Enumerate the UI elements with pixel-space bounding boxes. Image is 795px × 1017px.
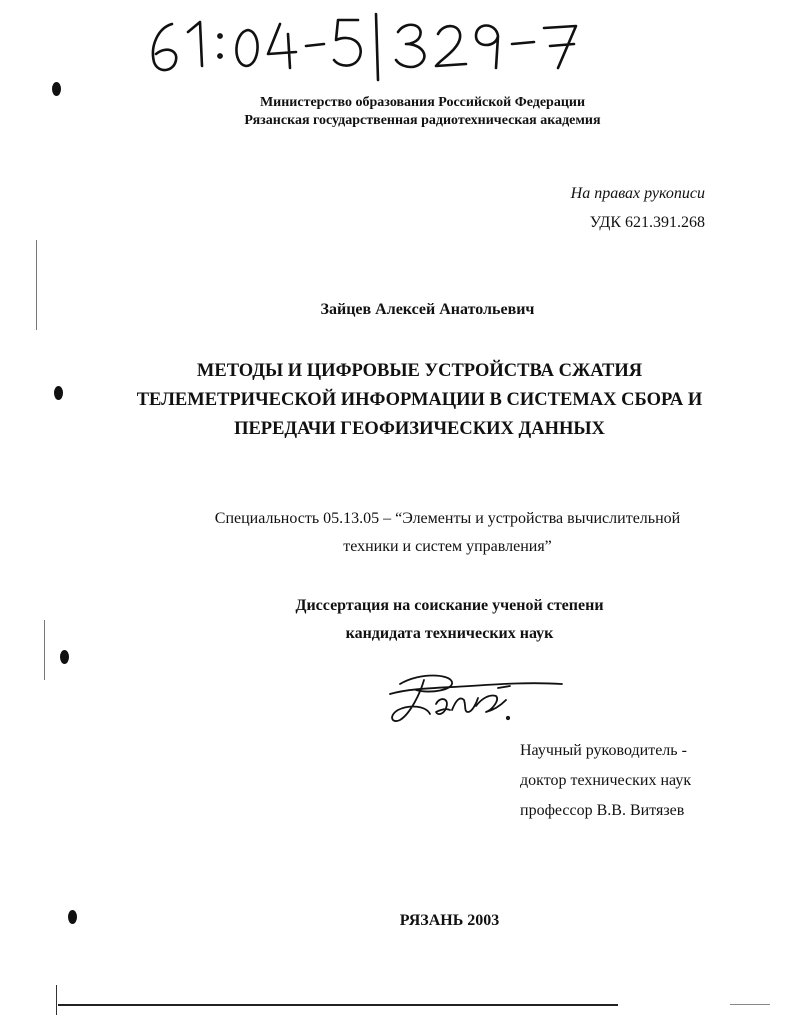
ministry-header bbox=[25, 94, 795, 130]
handwritten-signature bbox=[380, 664, 570, 728]
title-line: МЕТОДЫ И ЦИФРОВЫЕ УСТРОЙСТВА СЖАТИЯ bbox=[196, 361, 643, 381]
city-year: РЯЗАНЬ 2003 bbox=[399, 912, 500, 929]
manuscript-rights: На правах рукописи bbox=[570, 185, 705, 202]
scan-bottom-edge bbox=[730, 1004, 770, 1005]
supervisor-degree: доктор технических наук bbox=[520, 772, 692, 789]
supervisor-name: профессор В.В. Витязев bbox=[520, 802, 685, 819]
title-line: ТЕЛЕМЕТРИЧЕСКОЙ ИНФОРМАЦИИ В СИСТЕМАХ СБОРА И bbox=[136, 390, 703, 410]
degree-line: кандидата технических наук bbox=[345, 625, 554, 642]
degree-line: Диссертация на соискание ученой степени bbox=[295, 597, 604, 614]
author-name: Зайцев Алексей Анатольевич bbox=[320, 301, 535, 318]
degree-statement bbox=[52, 592, 795, 648]
scan-edge-line bbox=[56, 985, 57, 1015]
scan-bottom-edge bbox=[58, 1004, 618, 1006]
punch-hole-mark bbox=[60, 650, 69, 664]
title-line: ПЕРЕДАЧИ ГЕОФИЗИЧЕСКИХ ДАННЫХ bbox=[234, 419, 605, 439]
handwritten-catalog-number bbox=[140, 6, 620, 86]
specialty-line: Специальность 05.13.05 – “Элементы и устройства вычислительной bbox=[214, 510, 681, 527]
supervisor-role: Научный руководитель - bbox=[520, 742, 687, 759]
udk-code: УДК 621.391.268 bbox=[589, 214, 705, 231]
scan-edge-line bbox=[44, 620, 45, 680]
ministry-line: Министерство образования Российской Федерации bbox=[259, 95, 586, 110]
academy-line: Рязанская государственная радиотехническая академия bbox=[244, 113, 601, 128]
dissertation-title bbox=[22, 357, 795, 444]
specialty bbox=[50, 505, 795, 561]
supervisor-block bbox=[520, 736, 691, 826]
specialty-line: техники и систем управления” bbox=[343, 538, 552, 555]
